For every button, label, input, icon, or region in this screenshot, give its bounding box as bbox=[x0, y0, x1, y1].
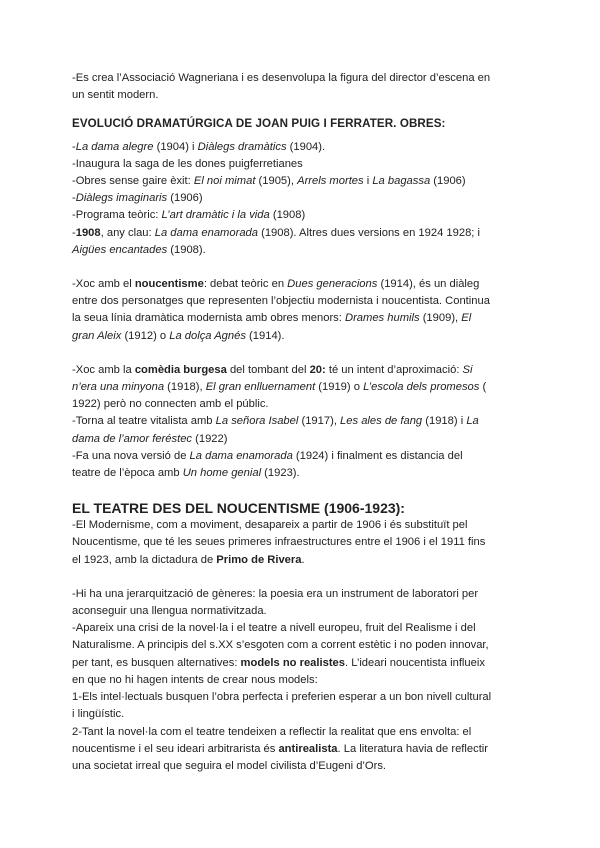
paragraph-line: Noucentisme, que té les seues primeres infraestructures entre el 1906 i el 1911 fins bbox=[72, 536, 486, 549]
paragraph-line: -El Modernisme, com a moviment, desapareix a partir de 1906 i és substituït pel bbox=[72, 519, 468, 532]
paragraph-line: Naturalisme. A principis del s.XX s’esgoten com a corrent estètic i no poden innovar, bbox=[72, 639, 489, 652]
paragraph-line: entre dos personatges que representen l’objectiu modernista i noucentista. Continua bbox=[72, 295, 490, 308]
paragraph-line: aconseguir una llengua normativitzada. bbox=[72, 605, 267, 618]
paragraph-line: n’era una minyona (1918), El gran enlluernament (1919) o L’escola dels promesos ( bbox=[72, 381, 487, 394]
list-item: -La dama alegre (1904) i Diàlegs dramàtics (1904). bbox=[72, 140, 326, 153]
paragraph-line: el 1923, amb la dictadura de Primo de Rivera. bbox=[72, 553, 305, 566]
paragraph-line: en que no hi hagen intents de crear nous models: bbox=[72, 673, 318, 686]
list-item: -Obres sense gaire èxit: El noi mimat (1905), Arrels mortes i La bagassa (1906) bbox=[72, 175, 466, 188]
paragraph-line: gran Aleix (1912) o La dolça Agnés (1914). bbox=[72, 329, 285, 342]
list-item: Aigües encantades (1908). bbox=[72, 243, 206, 256]
list-item: -Inaugura la saga de les dones puigferretianes bbox=[72, 157, 303, 170]
list-item: -Diàlegs imaginaris (1906) bbox=[72, 192, 203, 205]
paragraph-line: dama de l’amor feréstec (1922) bbox=[72, 432, 228, 445]
section-heading: EVOLUCIÓ DRAMATÚRGICA DE JOAN PUIG I FERRATER. OBRES: bbox=[72, 117, 446, 131]
paragraph-line: i lingüístic. bbox=[72, 708, 125, 721]
section-heading: EL TEATRE DES DEL NOUCENTISME (1906-1923): bbox=[72, 500, 405, 517]
paragraph-line: -Torna al teatre vitalista amb La señora Isabel (1917), Les ales de fang (1918) i La bbox=[72, 415, 479, 428]
paragraph-line: -Es crea l’Associació Wagneriana i es desenvolupa la figura del director d’escena en bbox=[72, 72, 491, 84]
paragraph-line: teatre de l’època amb Un home genial (1923). bbox=[72, 467, 300, 480]
paragraph-line: 2-Tant la novel·la com el teatre tendeixen a reflectir la realitat que ens envolta: el bbox=[72, 725, 472, 738]
list-item: -1908, any clau: La dama enamorada (1908). Altres dues versions en 1924 1928; i bbox=[72, 226, 481, 239]
paragraph-line: la seua línia dramàtica modernista amb obres menors: Drames humils (1909), El bbox=[72, 312, 472, 325]
paragraph-line: -Xoc amb la comèdia burgesa del tombant del 20: té un intent d’aproximació: Si bbox=[72, 363, 473, 376]
paragraph-line: -Xoc amb el noucentisme: debat teòric en Dues generacions (1914), és un diàleg bbox=[72, 278, 480, 291]
paragraph-line: una societat irreal que seguira el model civilista d’Eugeni d’Ors. bbox=[72, 759, 387, 772]
paragraph-line: 1-Els intel·lectuals busquen l’obra perfecta i preferien esperar a un bon nivell cultural bbox=[72, 691, 492, 704]
paragraph-line: un sentit modern. bbox=[72, 89, 159, 102]
paragraph-line: -Apareix una crisi de la novel·la i el teatre a nivell europeu, fruit del Realisme i del bbox=[72, 622, 476, 635]
paragraph-line: per tant, es busquen alternatives: models no realistes. L’ideari noucentista influeix bbox=[72, 656, 485, 669]
paragraph-line: -Fa una nova versió de La dama enamorada (1924) i finalment es distancia del bbox=[72, 449, 463, 462]
paragraph-line: 1922) però no connecten amb el públic. bbox=[72, 398, 269, 411]
list-item: -Programa teòric: L’art dramàtic i la vida (1908) bbox=[72, 209, 306, 222]
document-page bbox=[72, 70, 532, 775]
paragraph-line: noucentisme i el seu ideari arbitrarista és antirealista. La literatura havia de reflectir bbox=[72, 742, 489, 755]
paragraph-line: -Hi ha una jerarquització de gèneres: la poesia era un instrument de laboratori per bbox=[72, 587, 479, 600]
